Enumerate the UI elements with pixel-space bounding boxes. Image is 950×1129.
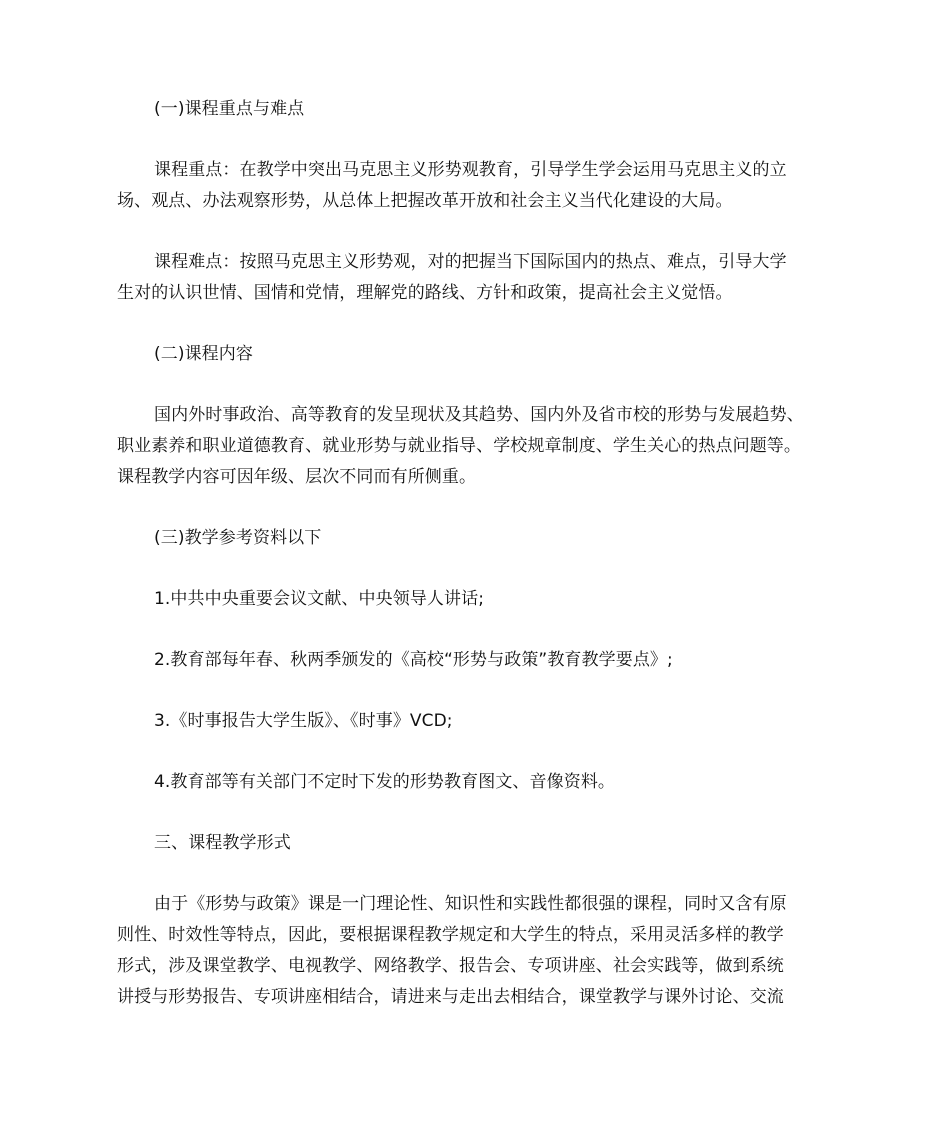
text-line: 职业素养和职业道德教育、就业形势与就业指导、学校规章制度、学生关心的热点问题等。	[117, 436, 801, 456]
text-line: 课程重点：在教学中突出马克思主义形势观教育，引导学生学会运用马克思主义的立	[154, 160, 787, 180]
text-line: 国内外时事政治、高等教育的发呈现状及其趋势、国内外及省市校的形势与发展趋势、	[154, 405, 804, 425]
paragraph-teaching-form	[117, 889, 833, 1013]
text-line: 则性、时效性等特点，因此，要根据课程教学规定和大学生的特点，采用灵活多样的教学	[117, 925, 784, 945]
text-line: 1.中共中央重要会议文献、中央领导人讲话;	[154, 589, 485, 609]
text-line: 形式，涉及课堂教学、电视教学、网络教学、报告会、专项讲座、社会实践等，做到系统	[117, 956, 784, 976]
reference-item-2	[117, 645, 833, 676]
section-heading-reference-materials	[117, 523, 833, 554]
text-line: 场、观点、办法观察形势，从总体上把握改革开放和社会主义当代化建设的大局。	[117, 191, 733, 211]
text-line: (一)课程重点与难点	[154, 99, 305, 119]
reference-item-3	[117, 706, 833, 737]
paragraph-course-content	[117, 400, 833, 493]
text-line: 3.《时事报告大学生版》、《时事》VCD;	[154, 711, 453, 731]
text-line: 由于《形势与政策》课是一门理论性、知识性和实践性都很强的课程，同时又含有原	[154, 894, 787, 914]
text-line: (三)教学参考资料以下	[154, 528, 322, 548]
paragraph-course-difficulty	[117, 247, 833, 309]
section-heading-course-content	[117, 339, 833, 370]
text-line: 三、课程教学形式	[154, 833, 291, 853]
text-line: 讲授与形势报告、专项讲座相结合，请进来与走出去相结合，课堂教学与课外讨论、交流	[117, 987, 784, 1007]
reference-item-1	[117, 584, 833, 615]
text-line: 4.教育部等有关部门不定时下发的形势教育图文、音像资料。	[154, 772, 616, 792]
text-line: 课程难点：按照马克思主义形势观，对的把握当下国际国内的热点、难点，引导大学	[154, 252, 787, 272]
section-heading-course-focus	[117, 94, 833, 125]
reference-item-4	[117, 767, 833, 798]
text-line: 生对的认识世情、国情和党情，理解党的路线、方针和政策，提高社会主义觉悟。	[117, 283, 733, 303]
text-line: (二)课程内容	[154, 344, 253, 364]
text-line: 2.教育部每年春、秋两季颁发的《高校“形势与政策”教育教学要点》;	[154, 650, 673, 670]
document-body	[117, 94, 833, 1043]
section-heading-teaching-form	[117, 828, 833, 859]
paragraph-course-focus	[117, 155, 833, 217]
text-line: 课程教学内容可因年级、层次不同而有所侧重。	[117, 467, 477, 487]
